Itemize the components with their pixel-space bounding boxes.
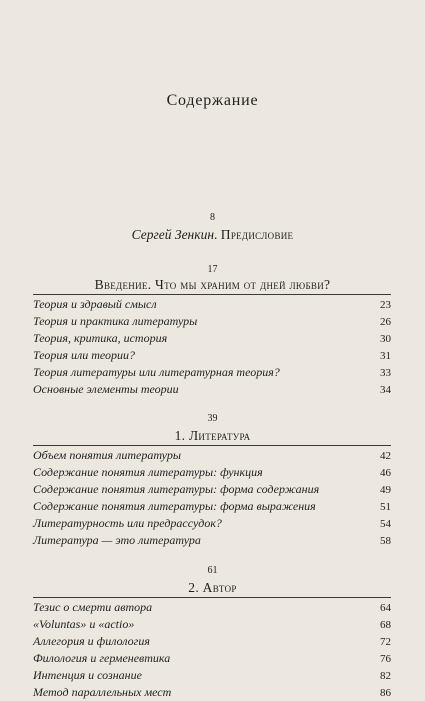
toc-entry: [33, 296, 391, 312]
toc-entry: [33, 381, 391, 397]
toc-entry: [33, 515, 391, 531]
toc-entry-page: 23: [380, 299, 391, 311]
toc-entry: [33, 347, 391, 363]
toc-entry-page: 51: [380, 501, 391, 513]
toc-entry: [33, 616, 391, 632]
toc-entry-page: 86: [380, 687, 391, 699]
toc-entry: [33, 532, 391, 548]
toc-entry-label: Объем понятия литературы: [33, 448, 181, 462]
preface-heading-line: Сергей Зенкин. Предисловие: [131, 227, 294, 242]
toc-entry-page: 68: [380, 619, 391, 631]
toc-entry-page: 31: [380, 350, 391, 362]
toc-entry-page: 26: [380, 316, 391, 328]
section-heading: Введение. Что мы храним от дней любви?: [94, 277, 331, 292]
toc-entry-label: Аллегория и филология: [33, 634, 150, 648]
toc-entry-label: Теория и здравый смысл: [33, 297, 157, 311]
toc-entry-page: 82: [380, 670, 391, 682]
section-divider: [33, 597, 391, 598]
toc-entry-label: Теория литературы или литературная теория?: [33, 365, 280, 379]
toc-entry-label: Содержание понятия литературы: функция: [33, 465, 263, 479]
toc-entry-label: Теория, критика, история: [33, 331, 168, 345]
toc-entry-page: 46: [380, 467, 391, 479]
toc-entry: [33, 684, 391, 700]
toc-entry: [33, 667, 391, 683]
toc-entry-page: 64: [380, 602, 391, 614]
section-divider: [33, 445, 391, 446]
toc-entry-label: Тезис о смерти автора: [33, 600, 153, 614]
preface-heading: Предисловие: [220, 227, 294, 242]
toc-entry: [33, 599, 391, 615]
toc-entry-page: 42: [380, 450, 391, 462]
toc-entry-label: Литературность или предрассудок?: [33, 516, 222, 530]
toc-entry: [33, 330, 391, 346]
toc-entry: [33, 498, 391, 514]
toc-entry-label: Филология и герменевтика: [33, 651, 171, 665]
toc-entry-label: Содержание понятия литературы: форма содержания: [33, 482, 320, 496]
toc-entry: [33, 481, 391, 497]
toc-entry-label: Содержание понятия литературы: форма выражения: [33, 499, 316, 513]
toc-entry-label: Теория и практика литературы: [33, 314, 198, 328]
toc-entry-label: Теория или теории?: [33, 348, 136, 362]
section-page-number: 61: [207, 565, 218, 576]
section-heading: 1. Литература: [174, 428, 251, 443]
toc-entry: [33, 313, 391, 329]
toc-entry-label: Основные элементы теории: [33, 382, 179, 396]
section-page-number: 17: [207, 264, 218, 275]
preface-page-number: 8: [210, 212, 215, 223]
toc-entry: [33, 633, 391, 649]
toc-entry: [33, 650, 391, 666]
toc-entry-page: 72: [380, 636, 391, 648]
toc-entry-page: 30: [380, 333, 391, 345]
preface-author: Сергей Зенкин: [131, 227, 215, 242]
toc-entry-label: Литература — это литература: [33, 533, 201, 547]
toc-entry-page: 49: [380, 484, 391, 496]
toc-entry-page: 33: [380, 367, 391, 379]
toc-entry-page: 54: [380, 518, 391, 530]
toc-entry: [33, 447, 391, 463]
toc-entry-label: Метод параллельных мест: [33, 685, 172, 699]
toc-entry: [33, 364, 391, 380]
toc-entry: [33, 464, 391, 480]
section-divider: [33, 294, 391, 295]
toc-entry-page: 58: [380, 535, 391, 547]
page-title: Содержание: [166, 92, 259, 109]
toc-entry-page: 76: [380, 653, 391, 665]
toc-entry-label: Интенция и сознание: [33, 668, 142, 682]
toc-entry-page: 34: [380, 384, 391, 396]
toc-entry-label: «Voluntas» и «actio»: [33, 617, 135, 631]
section-page-number: 39: [207, 413, 218, 424]
section-heading: 2. Автор: [188, 580, 237, 595]
